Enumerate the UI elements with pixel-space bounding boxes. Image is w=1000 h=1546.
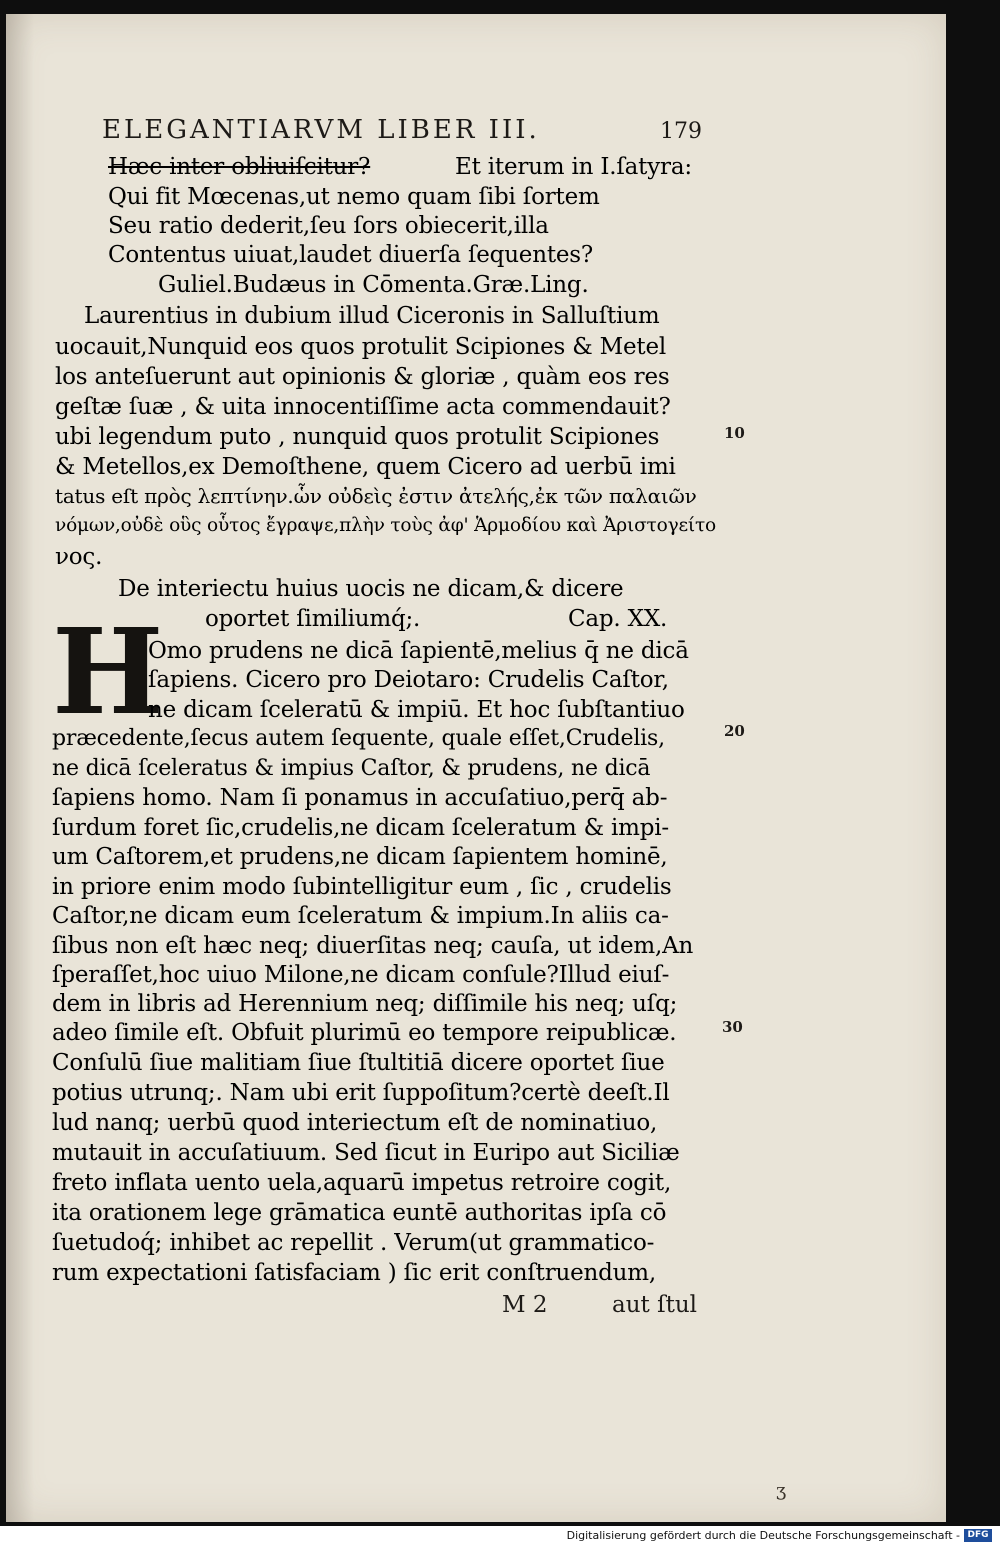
running-title: ELEGANTIARVM LIBER III. (102, 115, 540, 145)
line-number-margin: 20 (724, 722, 745, 740)
text-line: ubi legendum puto , nunquid quos protulit Scipiones (55, 424, 660, 450)
folio-number: 179 (660, 119, 702, 144)
text-line: mutauit in accuſatiuum. Sed ſicut in Euripo aut Siciliæ (52, 1140, 680, 1166)
text-line: ne dicam ſceleratū & impiū. Et hoc ſubſtantiuo (148, 697, 685, 723)
text-line: præcedente,ſecus autem ſequente, quale eſſet,Crudelis, (52, 726, 665, 751)
ink-smudge: ʒ (776, 1480, 787, 1501)
text-line: tatus eſt πρὸς λεπτίνην.ὧν οὐδεὶς ἐστιν ἀτελής,ἐκ τῶν παλαιῶν (55, 484, 697, 508)
text-line: ita orationem lege grāmatica euntē authoritas ipſa cō (52, 1200, 667, 1226)
line-number-margin: 30 (722, 1018, 743, 1036)
text-line: νος. (55, 544, 103, 570)
text-line: Guliel.Budæus in Cōmenta.Græ.Ling. (158, 272, 589, 298)
page-shading (6, 14, 34, 1522)
text-line: Conſulū ſiue malitiam ſiue ſtultitiā dicere oportet ſiue (52, 1050, 665, 1076)
text-line: rum expectationi ſatisfaciam ) ſic erit conſtruendum, (52, 1260, 656, 1286)
text-line: ſurdum foret ſic,crudelis,ne dicam ſceleratum & impi- (52, 815, 669, 841)
text-line: geſtæ ſuæ , & uita innocentiſſime acta commendauit? (55, 394, 671, 420)
text-line: lud nanq; uerbū quod interiectum eſt de nominatiuo, (52, 1110, 658, 1136)
funding-credit: Digitalisierung gefördert durch die Deutsche Forschungsgemeinschaft - (566, 1529, 960, 1542)
text-line: ſapiens homo. Nam ſi ponamus in accuſatiuo,perq̄ ab- (52, 785, 668, 811)
chapter-heading: oportet ſimiliumq́;. (205, 606, 421, 632)
text-line: ſapiens. Cicero pro Deiotaro: Crudelis Caſtor, (148, 667, 669, 693)
text-line: Contentus uiuat,laudet diuerſa ſequentes? (108, 242, 594, 268)
text-line: ſuetudoq́; inhibet ac repellit . Verum(ut grammatico- (52, 1230, 655, 1256)
chapter-number: Cap. XX. (568, 606, 668, 632)
text-line: um Caſtorem,et prudens,ne dicam ſapientem hominē, (52, 844, 668, 870)
text-line: los anteſuerunt aut opinionis & gloriæ , quàm eos res (55, 364, 670, 390)
text-line: Omo prudens ne dicā ſapientē,melius q̄ ne dicā (148, 638, 689, 664)
text-line: Laurentius in dubium illud Ciceronis in Salluſtium (84, 303, 660, 329)
text-line: dem in libris ad Herennium neq; diſſimile his neq; uſq; (52, 991, 678, 1017)
catchword: aut ſtul (612, 1292, 698, 1318)
text-line: & Metellos,ex Demoſthene, quem Cicero ad uerbū imi (55, 454, 676, 480)
drop-capital: H (52, 602, 164, 741)
text-line: Hæc inter obliuiſcitur? (108, 154, 371, 180)
text-line: freto inflata uento uela,aquarū impetus retroire cogit, (52, 1170, 672, 1196)
text-line: ſperaſſet,hoc uiuo Milone,ne dicam conſule?Illud eiuſ- (52, 962, 670, 988)
text-line: in priore enim modo ſubintelligitur eum , ſic , crudelis (52, 874, 672, 900)
text-line: Qui fit Mœcenas,ut nemo quam ſibi ſortem (108, 184, 600, 210)
text-line: adeo ſimile eſt. Obfuit plurimū eo tempore reipublicæ. (52, 1020, 677, 1046)
text-line: Caſtor,ne dicam eum ſceleratum & impium.In aliis ca- (52, 903, 669, 929)
signature-mark: M 2 (502, 1292, 548, 1318)
text-line: ſibus non eſt hæc neq; diuerſitas neq; cauſa, ut idem,An (52, 933, 694, 959)
dfg-logo-icon: DFG (964, 1529, 992, 1542)
chapter-heading: De interiectu huius uocis ne dicam,& dicere (118, 576, 624, 602)
text-line: Seu ratio dederit,ſeu ſors obiecerit,illa (108, 213, 549, 239)
text-line: potius utrunq;. Nam ubi erit ſuppoſitum?certè deeſt.Il (52, 1080, 670, 1106)
line-number-margin: 10 (724, 424, 745, 442)
text-line: νόμων,οὐδὲ οὓς οὗτος ἔγραψε,πλὴν τοὺς ἀφ' Ἁρμοδίου καὶ Ἀριστογείτο (55, 514, 716, 536)
text-line: ne dicā ſceleratus & impius Caſtor, & prudens, ne dicā (52, 756, 651, 781)
text-line: Et iterum in I.ſatyra: (455, 154, 692, 180)
text-line: uocauit,Nunquid eos quos protulit Scipiones & Metel (55, 334, 667, 360)
